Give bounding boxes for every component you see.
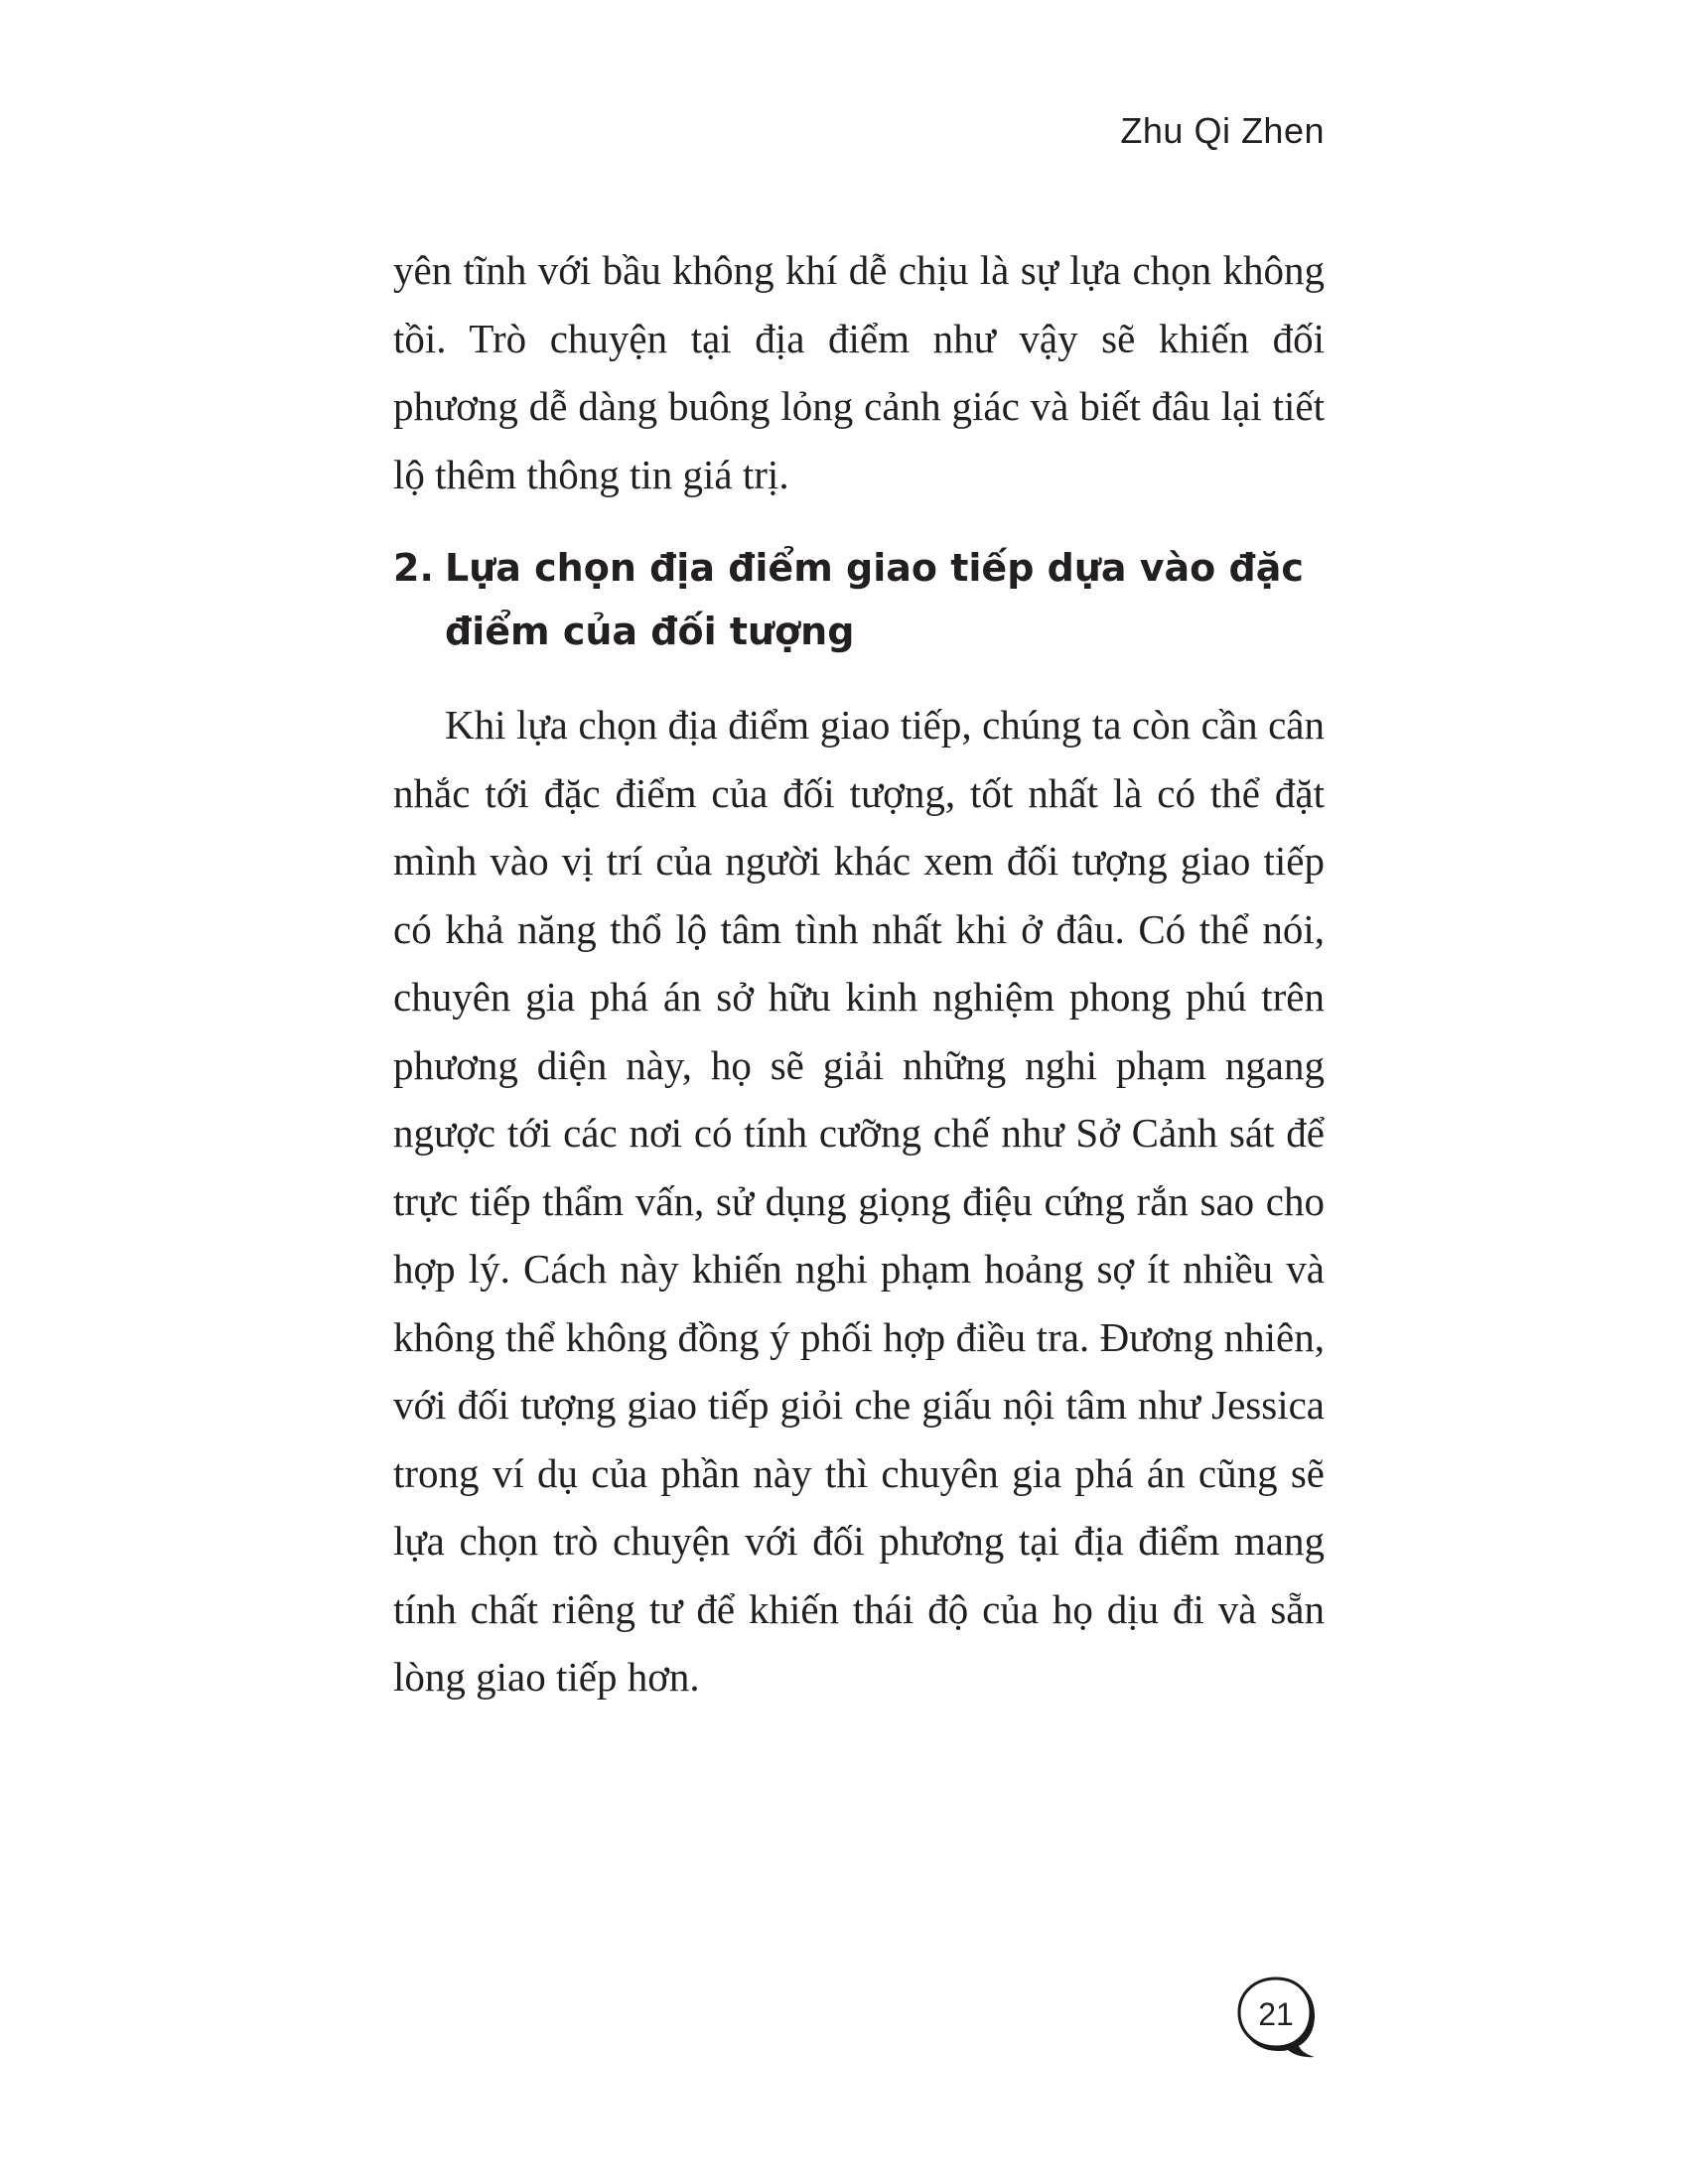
section-title: Lựa chọn địa điểm giao tiếp dựa vào đặc điểm của đối tượng — [445, 546, 1304, 653]
paragraph-text: yên tĩnh với bầu không khí dễ chịu là sự lựa chọn không tồi. Trò chuyện tại địa điểm như vậy sẽ khiến đối phương dễ dàng buông lỏng cảnh giác và biết đâu lại tiết lộ thêm thông tin giá trị. — [393, 247, 1325, 497]
section-heading — [393, 536, 1325, 663]
body-paragraph-continued — [393, 236, 1325, 508]
running-head-author: Zhu Qi Zhen — [1120, 110, 1325, 151]
section-number: 2. — [393, 546, 434, 590]
body-paragraph — [393, 691, 1325, 1711]
page-number-badge — [1235, 1976, 1323, 2063]
page-number: 21 — [1258, 1995, 1294, 2032]
paragraph-text: Khi lựa chọn địa điểm giao tiếp, chúng ta còn cần cân nhắc tới đặc điểm của đối tượng, tốt nhất là có thể đặt mình vào vị trí của người khác xem đối tượng giao tiếp có khả năng thổ lộ tâm tình nhất khi ở đâu. Có thể nói, chuyên gia phá án sở hữu kinh nghiệm phong phú trên phương diện này, họ sẽ giải những nghi phạm ngang ngược tới các nơi có tính cưỡng chế như Sở Cảnh sát để trực tiếp thẩm vấn, sử dụng giọng điệu cứng rắn sao cho hợp lý. Cách này khiến nghi phạm hoảng sợ ít nhiều và không thể không đồng ý phối hợp điều tra. Đương nhiên, với đối tượng giao tiếp giỏi che giấu nội tâm như Jessica trong ví dụ của phần này thì chuyên gia phá án cũng sẽ lựa chọn trò chuyện với đối phương tại địa điểm mang tính chất riêng tư để khiến thái độ của họ dịu đi và sẵn lòng giao tiếp hơn. — [393, 702, 1325, 1700]
